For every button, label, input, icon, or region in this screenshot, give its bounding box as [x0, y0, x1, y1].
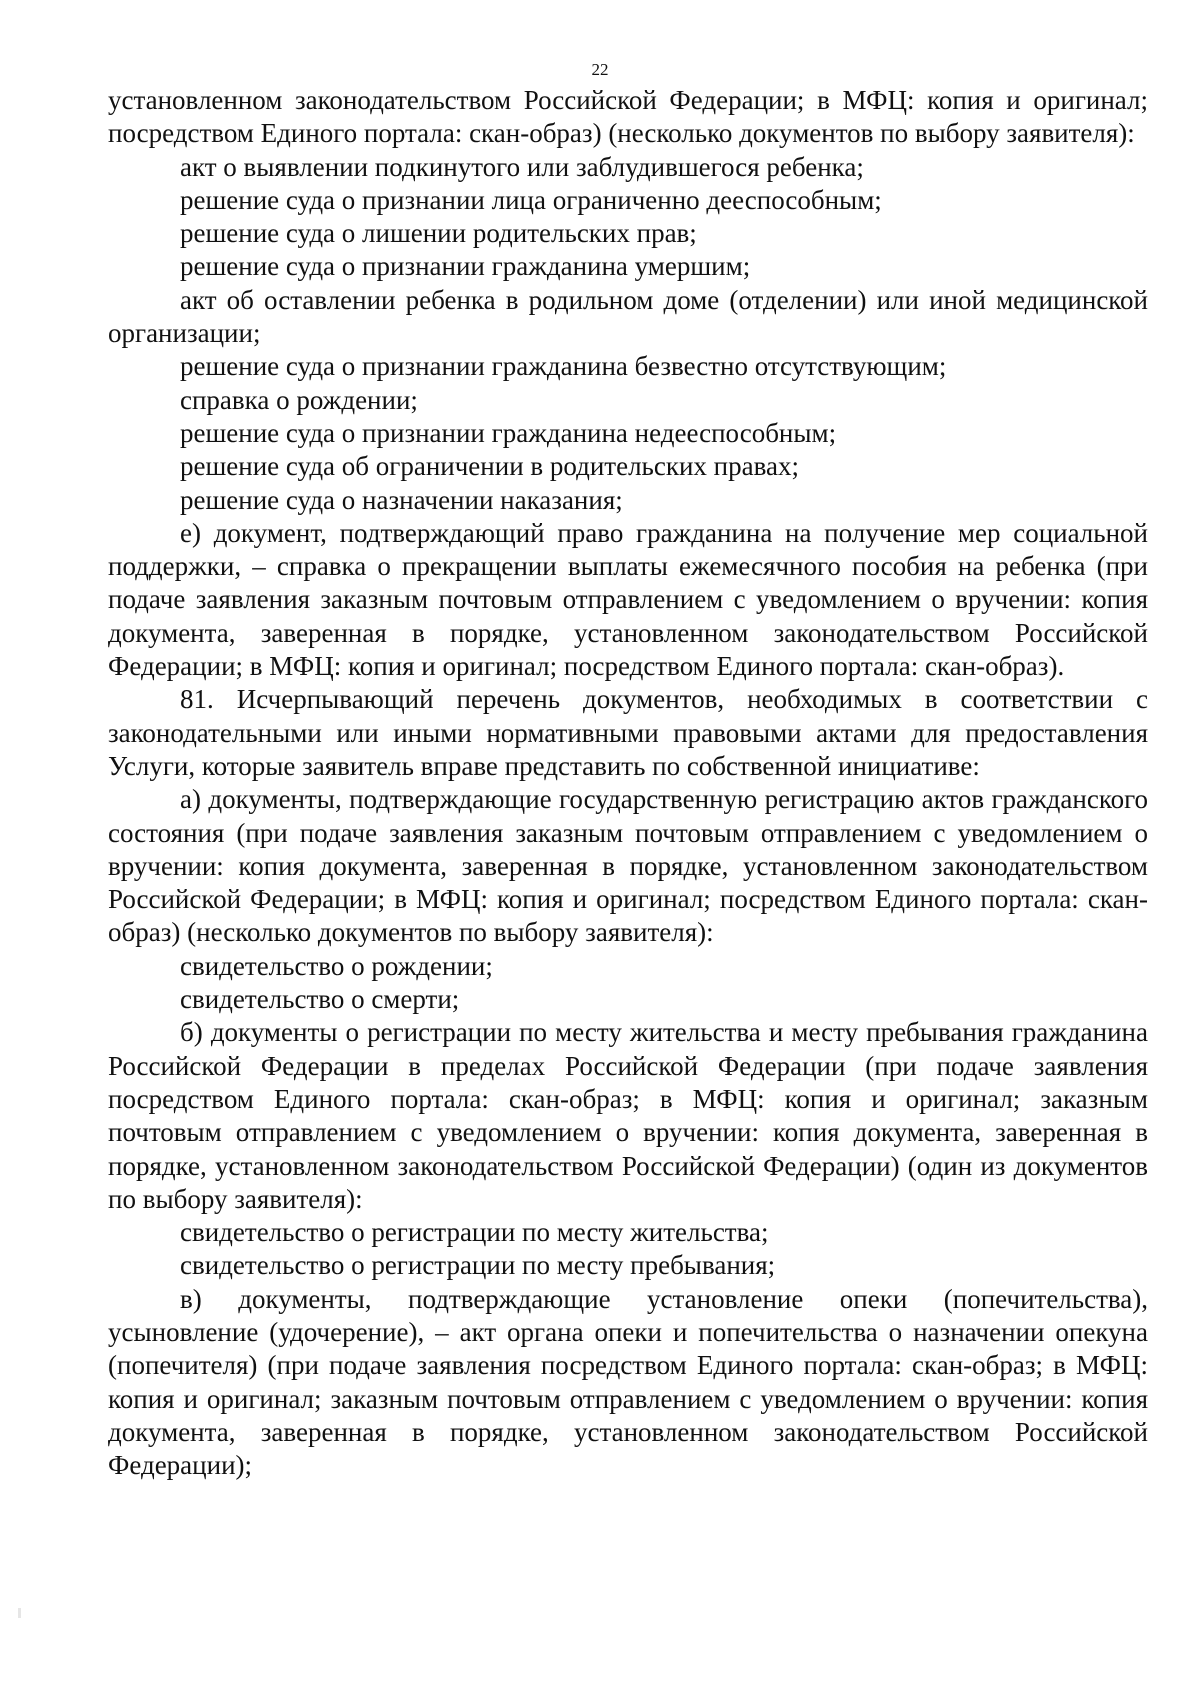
intro-paragraph: установленном законодательством Российской Федерации; в МФЦ: копия и оригинал; посредством Единого портала: скан-образ) (несколько документов по выбору заявителя): [108, 85, 1148, 149]
paragraph-v: в) документы, подтверждающие установление опеки (попечительства), усыновление (удочерение), – акт органа опеки и попечительства о назначении опекуна (попечителя) (при подаче заявления посредством Единого портала: скан-образ; в МФЦ: копия и оригинал; заказным почтовым отправлением с уведомлением о вручении: копия документа, заверенная в порядке, установленном законодательством Российской Федерации); [108, 1283, 1148, 1481]
list-item: свидетельство о рождении; [180, 950, 493, 981]
list-item: решение суда об ограничении в родительских правах; [180, 451, 799, 482]
document-body [108, 84, 1148, 1482]
list-item: акт о выявлении подкинутого или заблудившегося ребенка; [180, 151, 864, 182]
list-item: решение суда о признании лица ограниченно дееспособным; [180, 184, 882, 215]
paragraph-a: а) документы, подтверждающие государственную регистрацию актов гражданского состояния (при подаче заявления заказным почтовым отправлением с уведомлением о вручении: копия документа, заверенная в порядке, установленном законодательством Российской Федерации; в МФЦ: копия и оригинал; посредством Единого портала: скан-образ) (несколько документов по выбору заявителя): [108, 784, 1148, 948]
scan-artifact [18, 1608, 21, 1618]
list-item: решение суда о лишении родительских прав; [180, 218, 697, 249]
paragraph-81: 81. Исчерпывающий перечень документов, необходимых в соответствии с законодательными или иными нормативными правовыми актами для предоставления Услуги, которые заявитель вправе представить по собственной инициативе: [108, 684, 1148, 781]
list-item: свидетельство о регистрации по месту пребывания; [180, 1250, 776, 1281]
list-item-wrapped: акт об оставлении ребенка в родильном доме (отделении) или иной медицинской организации; [108, 284, 1148, 349]
page-number: 22 [591, 60, 609, 79]
paragraph-b: б) документы о регистрации по месту жительства и месту пребывания гражданина Российской Федерации в пределах Российской Федерации (при подаче заявления посредством Единого портала: скан-образ; в МФЦ: копия и оригинал; заказным почтовым отправлением с уведомлением о вручении: копия документа, заверенная в порядке, установленном законодательством Российской Федерации) (один из документов по выбору заявителя): [108, 1017, 1148, 1214]
list-item: решение суда о признании гражданина недееспособным; [180, 417, 837, 448]
paragraph-e: е) документ, подтверждающий право гражданина на получение мер социальной поддержки, – справка о прекращении выплаты ежемесячного пособия на ребенка (при подаче заявления заказным почтовым отправлением с уведомлением о вручении: копия документа, заверенная в порядке, установленном законодательством Российской Федерации; в МФЦ: копия и оригинал; посредством Единого портала: скан-образ). [108, 517, 1148, 682]
list-item: свидетельство о регистрации по месту жительства; [180, 1217, 769, 1248]
list-item: решение суда о признании гражданина безвестно отсутствующим; [180, 351, 947, 382]
list-item: справка о рождении; [180, 384, 418, 415]
list-item: решение суда о назначении наказания; [180, 484, 623, 515]
list-item: свидетельство о смерти; [180, 984, 460, 1015]
list-item: решение суда о признании гражданина умершим; [180, 251, 751, 282]
